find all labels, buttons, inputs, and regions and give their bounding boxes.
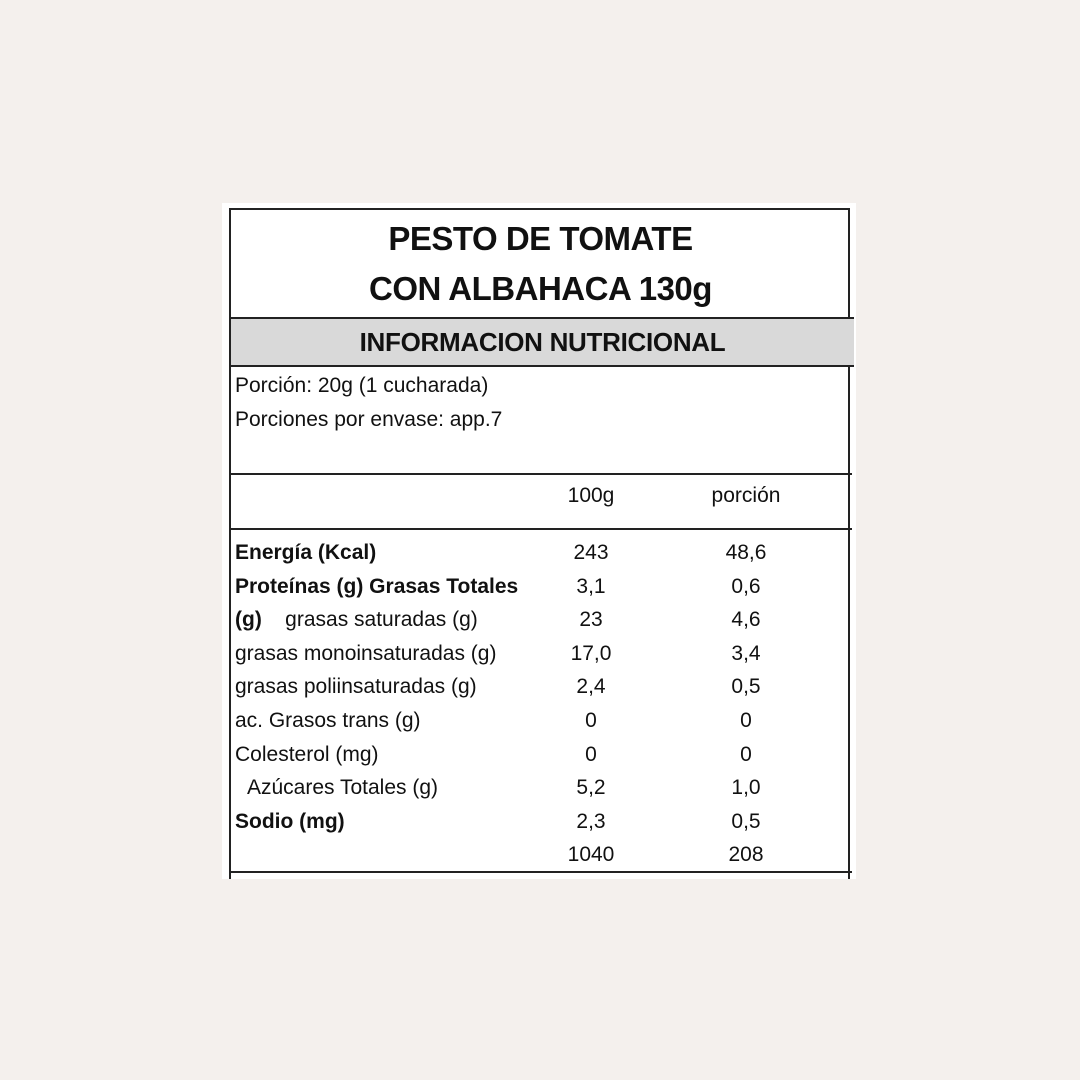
table-row	[235, 670, 845, 704]
nutrient-table	[235, 536, 845, 872]
table-row	[235, 570, 845, 604]
table-row	[235, 536, 845, 570]
value-100g: 2,4	[576, 675, 606, 699]
value-portion: 0	[740, 742, 752, 766]
divider	[231, 473, 852, 475]
nutrient-name	[235, 603, 478, 637]
value-100g: 3,1	[576, 574, 606, 598]
value-portion: 0	[740, 708, 752, 732]
table-row	[235, 704, 845, 738]
table-row	[235, 637, 845, 671]
value-portion: 3,4	[731, 641, 761, 665]
value-portion: 48,6	[725, 541, 767, 564]
nutrient-name: grasas monoinsaturadas (g)	[235, 641, 497, 665]
table-row	[235, 603, 845, 637]
nutrient-name: Azúcares Totales (g)	[247, 776, 439, 800]
nutrient-unit-fragment: (g)	[235, 608, 262, 632]
serving-info	[235, 369, 835, 437]
value-100g: 1040	[567, 843, 615, 867]
value-100g: 0	[585, 742, 597, 766]
table-row	[235, 838, 845, 872]
nutrient-name: Colesterol (mg)	[235, 742, 379, 766]
nutrition-label	[222, 203, 856, 879]
value-portion: 208	[728, 843, 764, 867]
table-row	[235, 771, 845, 805]
nutrient-name: Energía (Kcal)	[235, 541, 377, 564]
nutrient-name: Sodio (mg)	[235, 809, 345, 833]
nutrient-name: grasas poliinsaturadas (g)	[235, 675, 477, 699]
product-title	[231, 210, 850, 318]
value-portion: 0,5	[731, 809, 761, 833]
value-portion: 1,0	[731, 776, 761, 800]
product-title-line-2: CON ALBAHACA 130g	[369, 270, 712, 307]
servings-per-container: Porciones por envase: app.7	[235, 408, 503, 431]
column-header-100g: 100g	[567, 484, 615, 507]
value-portion: 0,6	[731, 574, 761, 598]
value-100g: 17,0	[570, 641, 612, 665]
section-header: INFORMACION NUTRICIONAL	[231, 317, 854, 367]
serving-size: Porción: 20g (1 cucharada)	[235, 374, 489, 397]
value-100g: 23	[579, 608, 603, 632]
value-100g: 243	[573, 541, 609, 564]
divider	[231, 528, 852, 530]
value-100g: 5,2	[576, 776, 606, 800]
table-row	[235, 738, 845, 772]
nutrient-name: Proteínas (g) Grasas Totales	[235, 574, 519, 598]
value-100g: 0	[585, 708, 597, 732]
table-row	[235, 805, 845, 839]
nutrient-name-text: grasas saturadas (g)	[285, 608, 478, 632]
value-100g: 2,3	[576, 809, 606, 833]
divider	[231, 871, 852, 873]
value-portion: 4,6	[731, 608, 761, 632]
column-header-portion: porción	[711, 484, 781, 507]
value-portion: 0,5	[731, 675, 761, 699]
product-title-line-1: PESTO DE TOMATE	[388, 220, 693, 257]
nutrient-name: ac. Grasos trans (g)	[235, 708, 421, 732]
